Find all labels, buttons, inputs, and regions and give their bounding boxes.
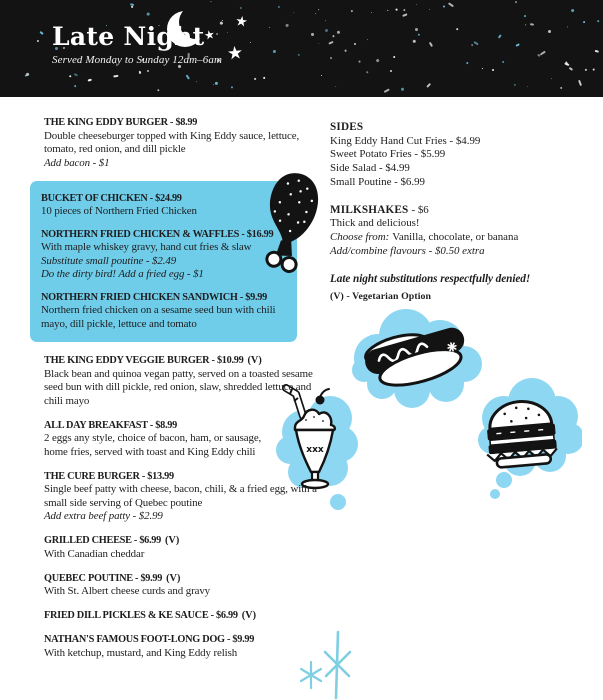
item-note: Do the dirty bird! Add a fried egg - $1 (41, 268, 204, 280)
sparkle-icon (325, 632, 350, 698)
side-item: Small Poutine - $6.99 (330, 175, 425, 188)
item-description: With maple whiskey gravy, hand cut fries & slaw (41, 241, 252, 253)
item-description: 10 pieces of Northern Fried Chicken (41, 205, 197, 217)
menu-right-column (330, 120, 588, 302)
milkshakes-heading: MILKSHAKES (330, 203, 409, 216)
milkshakes-description: Thick and delicious! (330, 217, 420, 230)
vegetarian-badge: (V) (247, 355, 262, 366)
menu-header (0, 0, 603, 97)
milkshakes-section (330, 203, 588, 259)
drumstick-icon (258, 170, 324, 274)
item-description: Northern fried chicken on a sesame seed bun with chili mayo, dill pickle, lettuce and tomato (41, 304, 276, 330)
flavour-options: Vanilla, chocolate, or banana (392, 230, 519, 243)
milkshakes-note: Add/combine flavours - $0.50 extra (330, 244, 485, 257)
item-title: FRIED DILL PICKLES & KE SAUCE - $6.99 (44, 610, 238, 621)
menu-item-fried-dill-pickles (44, 609, 322, 623)
menu-item-veggie-burger (44, 354, 322, 408)
item-title: THE KING EDDY BURGER - $8.99 (44, 117, 198, 128)
item-description: With ketchup, mustard, and King Eddy relish (44, 646, 238, 659)
item-note: Add bacon - $1 (44, 156, 110, 169)
svg-text:xxx: xxx (306, 445, 324, 455)
menu-item-all-day-breakfast (44, 419, 322, 460)
vegetarian-badge: (V) (165, 535, 180, 546)
item-note: Add extra beef patty - $2.99 (44, 510, 163, 522)
item-description: Black bean and quinoa vegan patty, served on a toasted sesame seed bun with dill pickle, red onion, slaw, shredded lettuce and chili mayo (44, 367, 313, 407)
side-item: Sweet Potato Fries - $5.99 (330, 148, 446, 161)
side-item: King Eddy Hand Cut Fries - $4.99 (330, 134, 481, 147)
menu-item-chicken-and-waffles (41, 228, 291, 282)
item-title: THE KING EDDY VEGGIE BURGER - $10.99 (44, 355, 244, 366)
sides-heading: SIDES (330, 121, 364, 133)
item-title: BUCKET OF CHICKEN - $24.99 (41, 192, 182, 204)
chicken-specials-box (30, 181, 297, 343)
hotdog-bubble (350, 304, 484, 410)
milkshakes-price: - $6 (411, 203, 429, 216)
item-description: 2 eggs any style, choice of bacon, ham, or sausage, home fries, served with toast and King Eddy chili (44, 432, 262, 458)
menu-item-grilled-cheese (44, 534, 322, 561)
item-title: GRILLED CHEESE - $6.99 (44, 535, 161, 546)
serving-hours: Served Monday to Sunday 12am–6am (52, 54, 222, 67)
item-title: NORTHERN FRIED CHICKEN & WAFFLES - $16.99 (41, 228, 274, 240)
flavour-label: Choose from: (330, 230, 390, 243)
menu-item-bucket-of-chicken (41, 192, 291, 219)
item-title: ALL DAY BREAKFAST - $8.99 (44, 419, 177, 431)
item-description: Double cheeseburger topped with King Eddy sauce, lettuce, tomato, red onion, and dill pickle (44, 129, 300, 155)
star-icon: ★ (225, 42, 245, 64)
side-item: Side Salad - $4.99 (330, 162, 410, 175)
substitutions-note: Late night substitutions respectfully denied! (330, 272, 531, 285)
vegetarian-badge: (V) (241, 610, 257, 621)
star-icon: ★ (202, 27, 217, 43)
item-note: Substitute small poutine - $2.49 (41, 254, 177, 267)
item-description: Single beef patty with cheese, bacon, chili, & a fried egg, with a small side serving of Quebec poutine (44, 483, 317, 509)
item-description: With Canadian cheddar (44, 547, 145, 560)
item-title: NATHAN'S FAMOUS FOOT-LONG DOG - $9.99 (44, 634, 255, 645)
menu-item-cure-burger (44, 470, 322, 524)
menu-item-quebec-poutine (44, 572, 322, 599)
menu-item-chicken-sandwich (41, 291, 291, 332)
item-title: THE CURE BURGER - $13.99 (44, 470, 174, 482)
item-title: QUEBEC POUTINE - $9.99 (44, 572, 163, 584)
brand-block (52, 24, 222, 66)
star-icon: ★ (233, 14, 249, 31)
item-title: NORTHERN FRIED CHICKEN SANDWICH - $9.99 (41, 291, 267, 303)
menu-item-foot-long-dog (44, 633, 322, 660)
sides-section (330, 120, 588, 190)
page-title: Late Night (52, 22, 205, 51)
vegetarian-key: (V) - Vegetarian Option (330, 290, 432, 302)
vegetarian-badge: (V) (166, 572, 181, 584)
item-description: With St. Albert cheese curds and gravy (44, 585, 211, 597)
menu-item-king-eddy-burger (44, 116, 322, 170)
burger-bubble (472, 376, 582, 502)
